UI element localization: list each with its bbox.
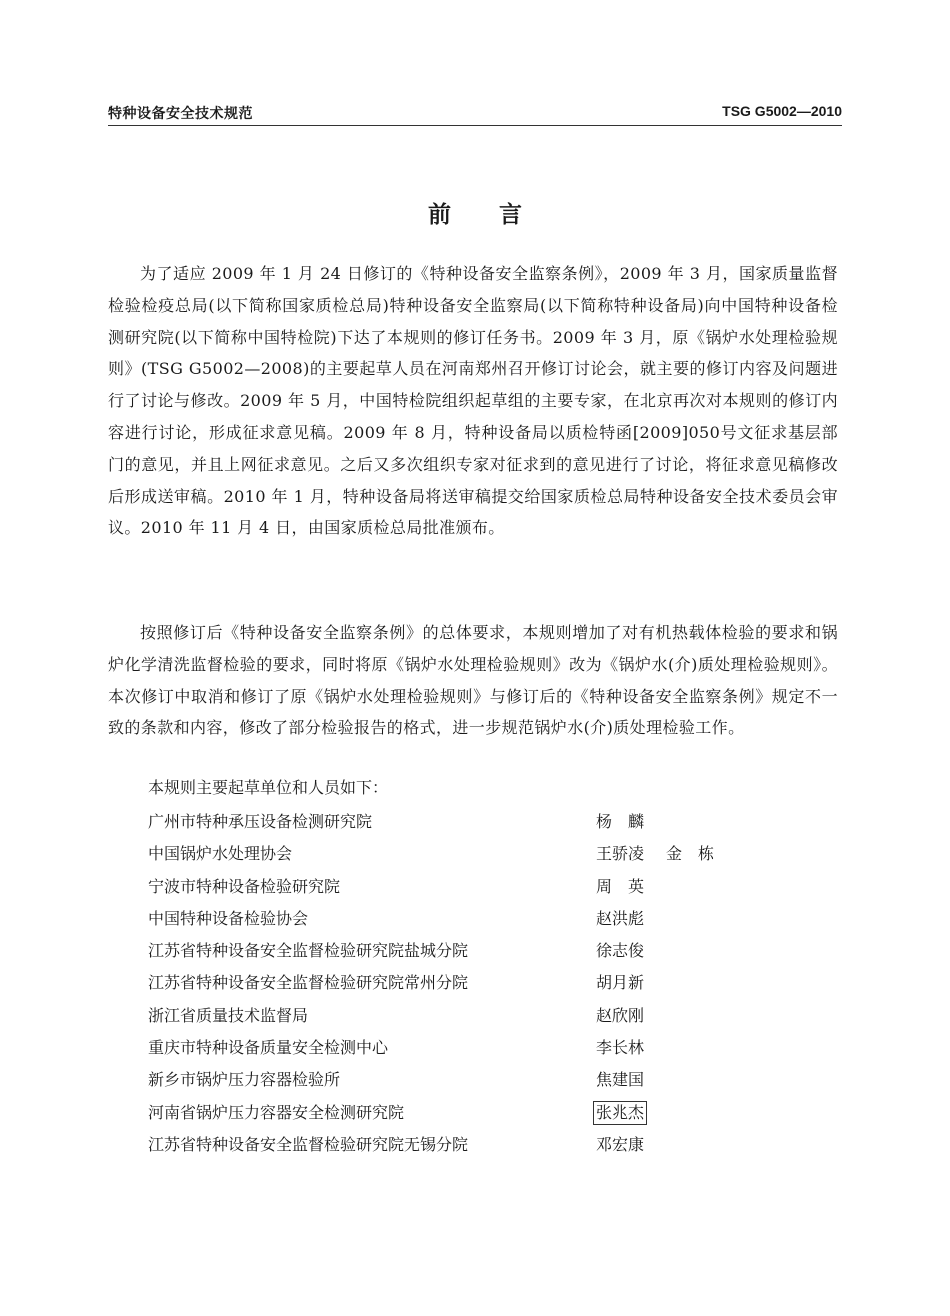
drafter-person: 杨 麟 [596, 812, 645, 831]
drafter-person: 王骄凌 [596, 844, 645, 864]
drafter-persons [596, 967, 666, 999]
drafter-person: 赵欣刚 [596, 1005, 645, 1025]
drafter-row [148, 935, 848, 967]
drafter-unit: 中国锅炉水处理协会 [148, 844, 293, 864]
drafter-unit: 浙江省质量技术监督局 [148, 1005, 309, 1025]
drafter-persons [596, 806, 666, 838]
page-title: 前言 [428, 202, 570, 228]
drafter-row [148, 1097, 848, 1129]
drafter-persons [596, 1000, 666, 1032]
drafter-person: 邓宏康 [596, 1134, 645, 1154]
header-standard-category: 特种设备安全技术规范 [108, 106, 253, 122]
drafters-list [148, 806, 848, 1161]
drafter-row [148, 1032, 848, 1064]
preface-paragraph-1 [108, 258, 838, 544]
drafter-row [148, 1064, 848, 1096]
drafter-person: 徐志俊 [596, 941, 645, 961]
paragraph-text: 按照修订后《特种设备安全监察条例》的总体要求，本规则增加了对有机热载体检验的要求和锅炉化学清洗监督检验的要求，同时将原《锅炉水处理检验规则》改为《锅炉水(介)质处理检验规则》。本次修订中取消和修订了原《锅炉水处理检验规则》与修订后的《特种设备安全监察条例》规定不一致的条款和内容，修改了部分检验报告的格式，进一步规范锅炉水(介)质处理检验工作。 [108, 623, 838, 738]
drafter-person: 赵洪彪 [596, 908, 645, 928]
drafter-persons [596, 1129, 666, 1161]
drafter-unit: 江苏省特种设备安全监督检验研究院盐城分院 [148, 941, 469, 961]
drafter-row [148, 903, 848, 935]
drafter-unit: 宁波市特种设备检验研究院 [148, 876, 341, 896]
drafter-unit: 江苏省特种设备安全监督检验研究院常州分院 [148, 973, 469, 993]
paragraph-text: 为了适应 2009 年 1 月 24 日修订的《特种设备安全监察条例》，2009 年 3 月，国家质量监督检验检疫总局(以下简称国家质检总局)特种设备安全监察局(以下简称特种设备局)向中国特种设备检测研究院(以下简称中国特检院)下达了本规则的修订任务书。2009 年 3 月，原《锅炉水处理检验规则》(TSG G5002—2008)的主要起草人员在河南郑州召开修订讨论会，就主要的修订内容及问题进行了讨论与修改。2009 年 5 月，中国特检院组织起草组的主要专家，在北京再次对本规则的修订内容进行讨论，形成征求意见稿。2009 年 8 月，特种设备局以质检特函[2009]050号文征求基层部门的意见，并且上网征求意见。之后又多次组织专家对征求到的意见进行了讨论，将征求意见稿修改后形成送审稿。2010 年 1 月，特种设备局将送审稿提交给国家质检总局特种设备安全技术委员会审议。2010 年 11 月 4 日，由国家质检总局批准颁布。 [108, 264, 838, 538]
drafter-row [148, 967, 848, 999]
page-header [108, 103, 842, 126]
drafter-persons [596, 871, 666, 903]
drafter-row [148, 871, 848, 903]
drafters-intro: 本规则主要起草单位和人员如下： [148, 778, 389, 797]
drafter-unit: 重庆市特种设备质量安全检测中心 [148, 1038, 389, 1058]
drafter-row [148, 838, 848, 870]
drafter-persons [596, 1064, 666, 1096]
drafter-person: 胡月新 [596, 973, 645, 993]
drafter-persons [596, 1032, 666, 1064]
drafter-unit: 新乡市锅炉压力容器检验所 [148, 1070, 341, 1090]
drafter-unit: 中国特种设备检验协会 [148, 908, 309, 928]
drafter-person: 金 栋 [666, 844, 715, 864]
header-standard-code: TSG G5002—2010 [722, 103, 842, 119]
drafter-person: 李长林 [596, 1038, 645, 1058]
drafter-persons [596, 1097, 669, 1129]
preface-paragraph-2 [108, 617, 838, 744]
drafter-row [148, 1129, 848, 1161]
drafter-persons [596, 935, 666, 967]
drafter-person: 焦建国 [596, 1070, 645, 1090]
drafter-row [148, 806, 848, 838]
drafter-unit: 广州市特种承压设备检测研究院 [148, 812, 373, 831]
drafter-person: 张兆杰 [593, 1101, 647, 1125]
drafter-persons [596, 903, 666, 935]
drafter-persons [596, 838, 736, 870]
drafter-row [148, 1000, 848, 1032]
drafter-unit: 江苏省特种设备安全监督检验研究院无锡分院 [148, 1134, 469, 1154]
drafter-person: 周 英 [596, 876, 645, 896]
drafter-unit: 河南省锅炉压力容器安全检测研究院 [148, 1102, 405, 1122]
